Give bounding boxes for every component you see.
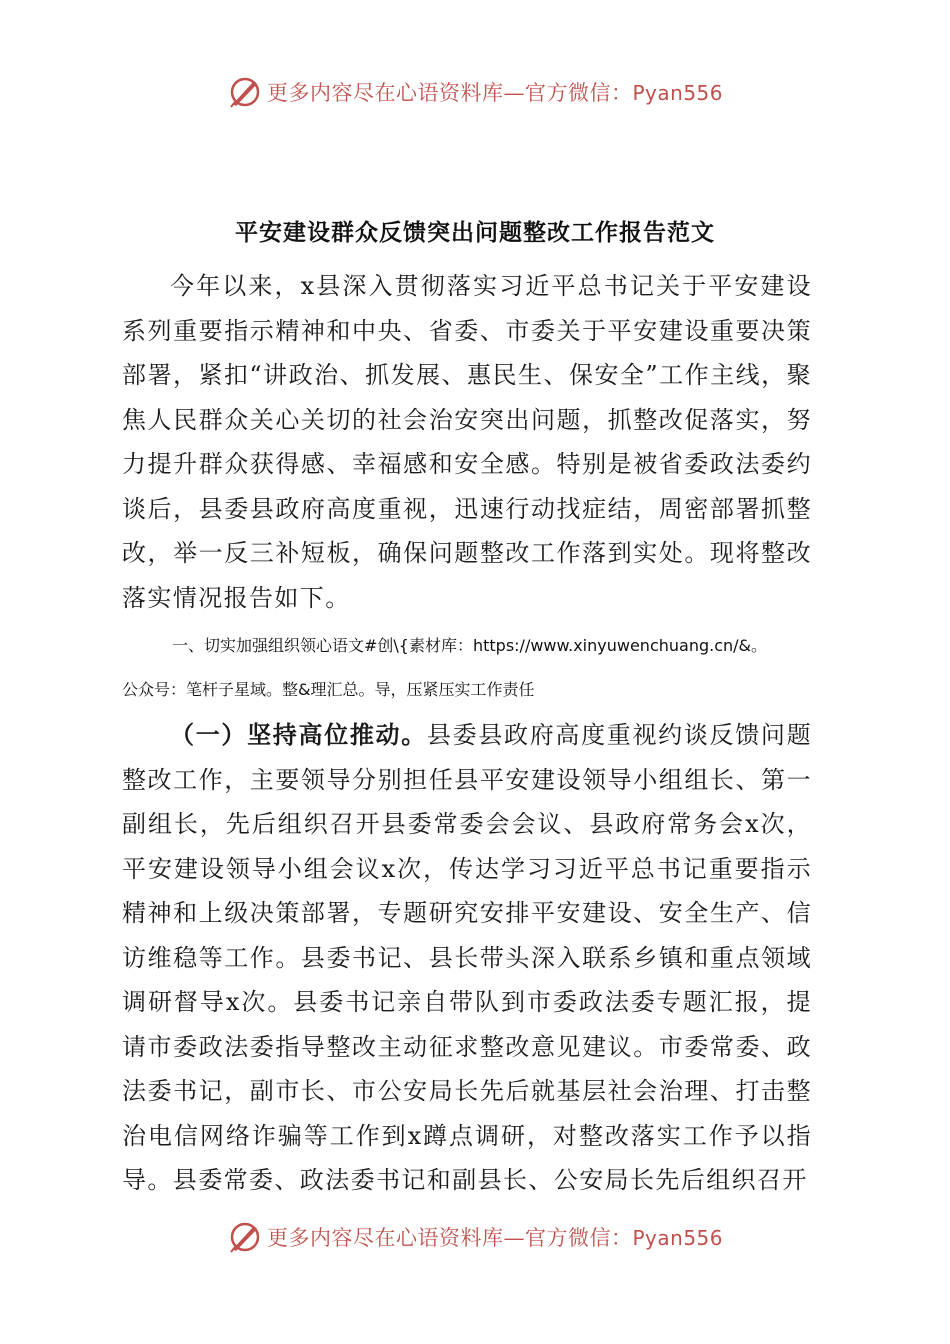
subsection-paragraph (122, 713, 812, 1203)
quill-pen-logo-icon (227, 1219, 263, 1255)
document-title: 平安建设群众反馈突出问题整改工作报告范文 (235, 220, 715, 246)
watermark-label: 更多内容尽在心语资料库—官方微信： (266, 81, 633, 105)
section-heading-line-2: 公众号：笔杆子星域。整&理汇总。导，压紧压实工作责任 (122, 680, 535, 699)
intro-paragraph: 今年以来，x县深入贯彻落实习近平总书记关于平安建设系列重要指示精神和中央、省委、市委关于平安建设重要决策部署，紧扣“讲政治、抓发展、惠民生、保安全”工作主线，聚焦人民群众关心关切的社会治安突出问题，抓整改促落实，努力提升群众获得感、幸福感和安全感。特别是被省委政法委约谈后，县委县政府高度重视，迅速行动找症结，周密部署抓整改，举一反三补短板，确保问题整改工作落到实处。现将整改落实情况报告如下。 (122, 272, 812, 612)
watermark-banner-top (0, 70, 950, 114)
watermark-wechat-id: Pyan556 (632, 81, 723, 105)
watermark-text (267, 77, 723, 107)
subsection-block (122, 713, 812, 1203)
section-heading-line-1: 一、切实加强组织领心语文#创\{素材库：https://www.xinyuwenchuang.cn/&。 (172, 636, 768, 655)
watermark-banner-bottom (0, 1215, 950, 1259)
watermark-label: 更多内容尽在心语资料库—官方微信： (266, 1226, 633, 1250)
intro-paragraph-block (122, 264, 812, 620)
subsection-text: 县委县政府高度重视约谈反馈问题整改工作，主要领导分别担任县平安建设领导小组组长、第一副组长，先后组织召开县委常委会会议、县政府常务会x次，平安建设领导小组会议x次，传达学习习近平总书记重要指示精神和上级决策部署，专题研究安排平安建设、安全生产、信访维稳等工作。县委书记、县长带头深入联系乡镇和重点领域调研督导x次。县委书记亲自带队到市委政法委专题汇报，提请市委政法委指导整改主动征求整改意见建议。市委常委、政法委书记，副市长、市公安局长先后就基层社会治理、打击整治电信网络诈骗等工作到x蹲点调研，对整改落实工作予以指导。县委常委、政法委书记和副县长、公安局长先后组织召开 (122, 721, 813, 1194)
subsection-lead: （一）坚持高位推动。 (170, 721, 427, 749)
watermark-text (267, 1222, 723, 1252)
watermark-wechat-id: Pyan556 (632, 1226, 723, 1250)
quill-pen-logo-icon (227, 74, 263, 110)
